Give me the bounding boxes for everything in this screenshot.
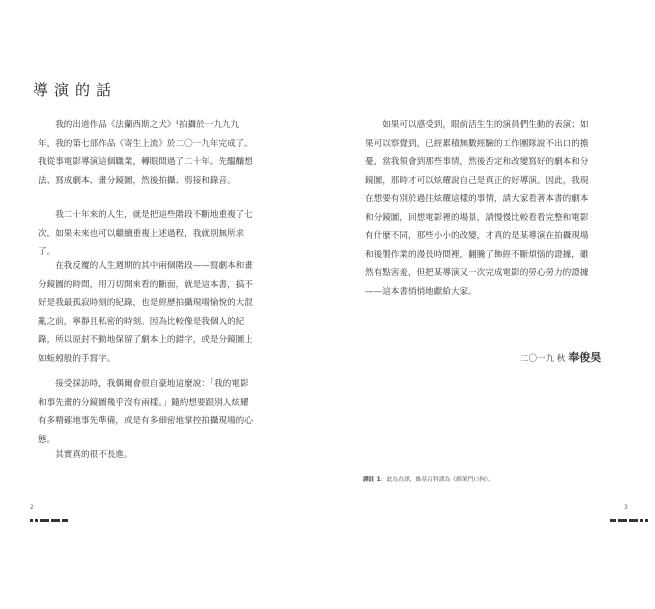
page-number-right: 3 bbox=[624, 504, 628, 511]
page-ornament-left bbox=[30, 519, 68, 522]
signature-name: 奉俊昊 bbox=[568, 351, 602, 364]
paragraph-1: 我的出道作品《法蘭西斯之犬》¹拍攝於一九九九年，我的第七部作品《寄生上流》於二〇一九年完成了。我從事電影導演這個職業，轉眼間過了二十年。先醞釀想法、寫成劇本、畫分鏡圖，然後拍攝、剪接和錄音。 bbox=[38, 120, 253, 186]
footnote bbox=[363, 474, 494, 483]
paragraph-3: 在我反覆的人生週期的其中兩個階段——寫劇本和畫分鏡圖的時間，用刀切開來看的斷面，就是這本書，搞不好是我最孤寂時刻的紀錄，也是經歷拍攝現場愉悅的大混亂之前，寧靜且私密的時刻。因為比較像是我個人的紀錄，所以原封不動地保留了劇本上的錯字，或是分鏡圖上如蚯蚓般的手寫字。 bbox=[38, 261, 253, 364]
footnote-marker: 譯註 1 bbox=[363, 477, 381, 483]
paragraph-5: 其實真的很不長進。 bbox=[55, 450, 133, 460]
footnote-text: ：此為直譯，維基百科譯為《綁架門口狗》。 bbox=[380, 477, 494, 483]
paragraph-6: 如果可以感受到，眼前活生生的演員們生動的表演；如果可以察覺到，已經累積無數經驗的工作團隊說不出口的擔憂，當我領會到那些事情，然後否定和改變寫好的劇本和分鏡圖，那時才可以炫耀說自己是真正的好導演。因此，我現在想要有別於過往炫耀這樣的事情，請大家看著本書的劇本和分鏡圖，回想電影裡的場景，請慢慢比較看看完整和電影有什麼不同，那些小小的改變，才真的是某導演在拍攝現場和後製作業的漫長時間裡，翻騰了飾經不斷煩惱的證據，雖然有點害羞，但把某導演又一次完成電影的勞心勞力的證據——這本書悄悄地獻給大家。 bbox=[365, 120, 589, 297]
signature-date: 二〇一九 秋 bbox=[520, 354, 566, 364]
page-title: 導演的話 bbox=[33, 81, 118, 99]
left-page bbox=[0, 0, 327, 609]
paragraph-4: 接受採訪時，我偶爾會很自豪地這麼說：「我的電影和事先畫的分鏡圖幾乎沒有兩樣。」隨約想要跟別人炫耀有多精確地事先準備，或是有多細密地掌控拍攝現場的心態。 bbox=[38, 379, 253, 445]
page-number-left: 2 bbox=[30, 504, 34, 511]
signature bbox=[520, 349, 601, 365]
paragraph-2: 我二十年來的人生，就是把這些階段不斷地重複了七次。如果未來也可以繼續重複上述過程，我就別無所求了。 bbox=[38, 210, 253, 257]
page-ornament-right bbox=[610, 519, 648, 522]
right-page bbox=[327, 0, 655, 609]
